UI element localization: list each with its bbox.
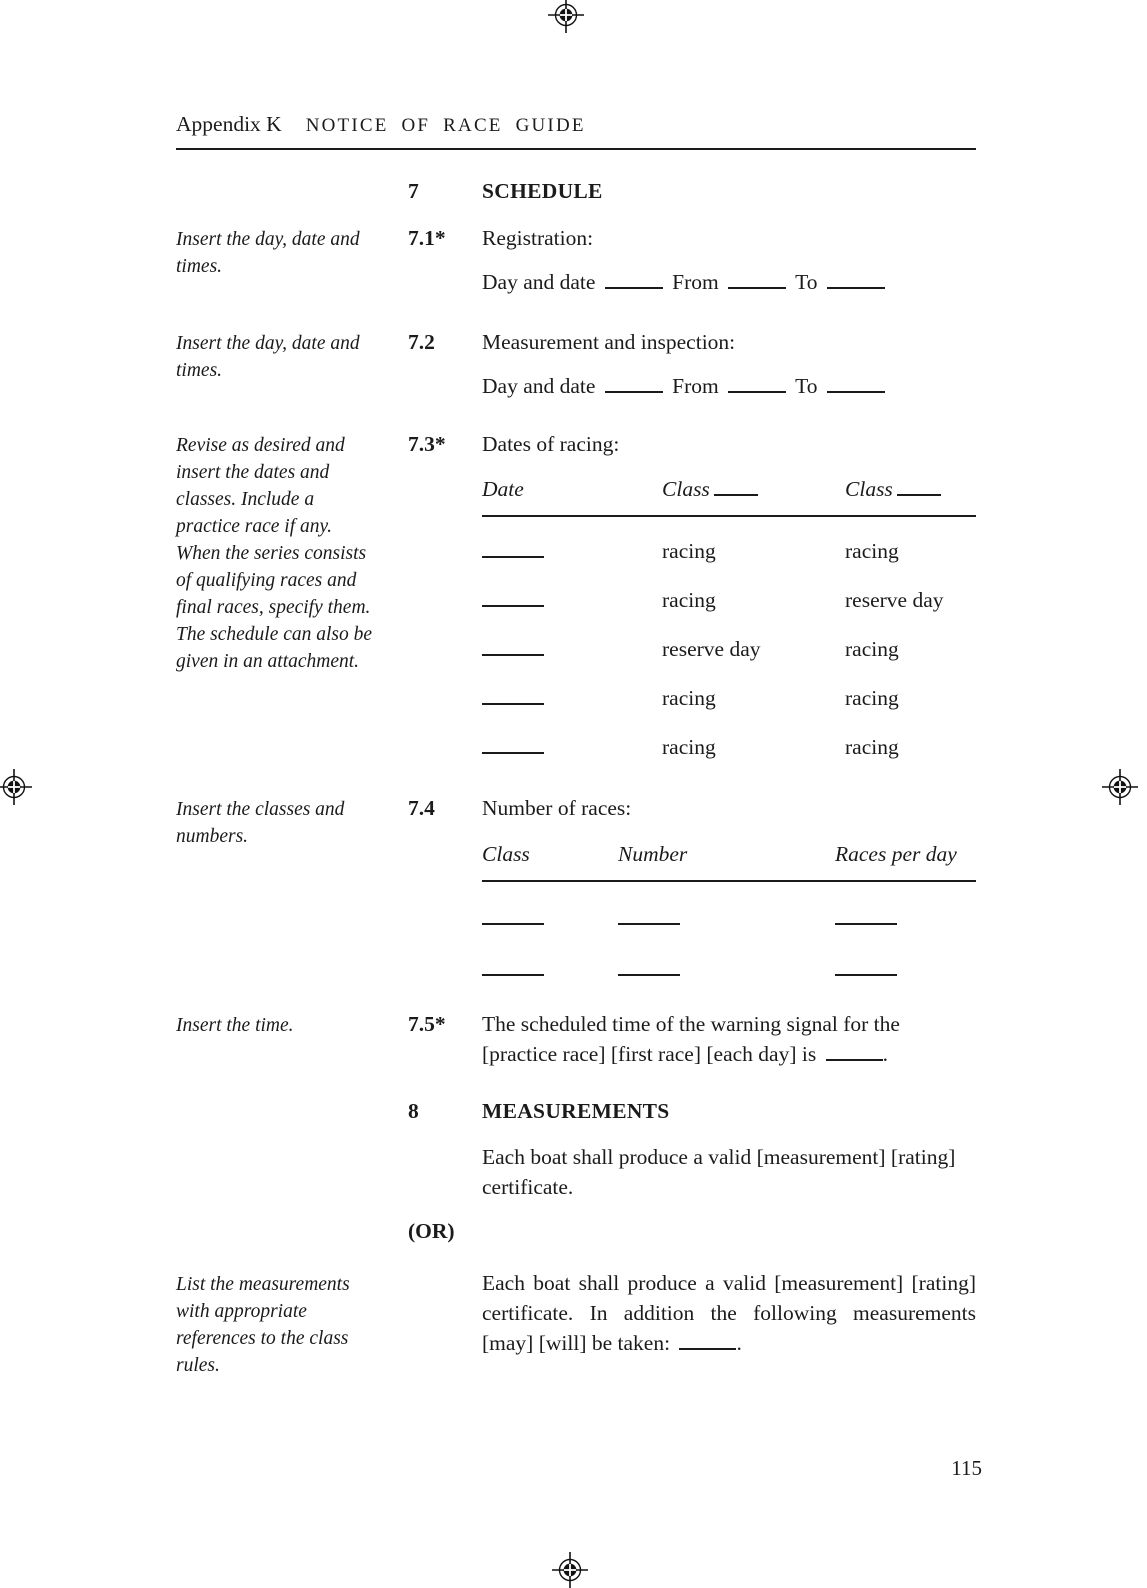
blank-field [618,955,680,976]
blank-field [482,733,544,754]
day-date-line [482,267,976,297]
clause-number: 7.2 [408,330,435,354]
clause-text: The scheduled time of the warning signal for the [practice race] [first race] [each day] is . [482,1012,900,1066]
blank-field [605,372,663,393]
running-header [176,112,976,150]
clause-number: 7.1* [408,226,446,250]
clause-number: 7.4 [408,796,435,820]
side-note-spacer [176,1142,381,1145]
registration-mark-bottom-icon [552,1552,588,1588]
side-note: Insert the day, date and times. [176,229,360,277]
day-date-label: Day and date [482,374,596,398]
table-cell: racing [662,735,716,759]
blank-field [605,268,663,289]
item-7-2 [176,327,976,401]
table-cell: reserve day [662,637,761,661]
item-7-3 [176,429,976,762]
table-cell: racing [845,735,899,759]
blank-field [826,1040,883,1061]
table-header-date: Date [482,477,524,501]
section-7-heading [176,176,976,206]
blank-field [482,955,544,976]
blank-field [835,904,897,925]
table-row [482,585,976,615]
day-date-line [482,371,976,401]
blank-field [827,372,885,393]
blank-field [482,684,544,705]
guide-title: NOTICE OF RACE GUIDE [305,115,586,136]
table-cell: racing [845,637,899,661]
clause-heading: Registration: [482,226,594,250]
table-cell: racing [845,539,899,563]
section-title: SCHEDULE [482,179,603,203]
from-label: From [672,270,719,294]
blank-field [728,372,786,393]
page-content [176,112,976,1379]
table-cell: racing [845,686,899,710]
races-table-header [482,839,976,882]
blank-field [482,586,544,607]
blank-field [482,904,544,925]
table-row [482,683,976,713]
table-header-races-per-day: Races per day [835,842,957,866]
blank-field [618,904,680,925]
side-note: Insert the time. [176,1015,294,1036]
item-7-4 [176,793,976,984]
blank-field [835,955,897,976]
or-label: (OR) [408,1219,455,1243]
table-cell: racing [662,686,716,710]
blank-field [897,475,941,496]
registration-mark-right-icon [1102,769,1138,805]
side-note-spacer [176,176,381,179]
table-row [482,903,976,933]
registration-mark-top-icon [548,0,584,33]
section-title: MEASUREMENTS [482,1099,670,1123]
appendix-label: Appendix K [176,112,282,136]
clause-number: 7.3* [408,432,446,456]
blank-field [482,635,544,656]
from-label: From [672,374,719,398]
to-label: To [795,374,818,398]
section-8-heading [176,1096,976,1126]
side-note: Revise as desired and insert the dates and classes. Include a practice race if any. When the series consists of qualifying races and final races, specify them. The schedule can also be given in an attachment. [176,435,373,672]
side-note: Insert the classes and numbers. [176,799,345,847]
section-number: 7 [408,179,420,203]
measurements-paragraph-2 [176,1268,976,1379]
to-label: To [795,270,818,294]
table-header-class-2: Class [845,474,976,504]
blank-field [679,1329,736,1350]
clause-heading: Dates of racing: [482,432,620,456]
clause-number: 7.5* [408,1012,446,1036]
table-header-class: Class [482,842,530,866]
clause-heading: Measurement and inspection: [482,330,736,354]
page-number: 115 [951,1456,982,1480]
or-separator [176,1216,976,1246]
clause-text: Each boat shall produce a valid [measurement] [rating] certificate. In addition the following measurements [may] [will] be taken: . [482,1271,976,1355]
side-note: Insert the day, date and times. [176,333,360,381]
table-row [482,732,976,762]
clause-heading: Number of races: [482,796,632,820]
table-header-number: Number [618,842,688,866]
blank-field [714,475,758,496]
table-cell: reserve day [845,588,944,612]
blank-field [827,268,885,289]
table-cell: racing [662,539,716,563]
table-row [482,954,976,984]
side-note-spacer [176,1216,381,1219]
table-row [482,634,976,664]
table-row [482,536,976,566]
blank-field [728,268,786,289]
table-cell: racing [662,588,716,612]
item-7-5 [176,1009,976,1069]
dates-table-header [482,474,976,517]
side-note: List the measurements with appropriate references to the class rules. [176,1274,350,1376]
blank-field [482,537,544,558]
clause-text: Each boat shall produce a valid [measurement] [rating] certificate. [482,1145,956,1199]
side-note-spacer [176,1096,381,1099]
section-number: 8 [408,1099,420,1123]
registration-mark-left-icon [0,769,32,805]
measurements-paragraph-1 [176,1142,976,1202]
table-header-class-1: Class [662,474,845,504]
item-7-1 [176,223,976,297]
day-date-label: Day and date [482,270,596,294]
